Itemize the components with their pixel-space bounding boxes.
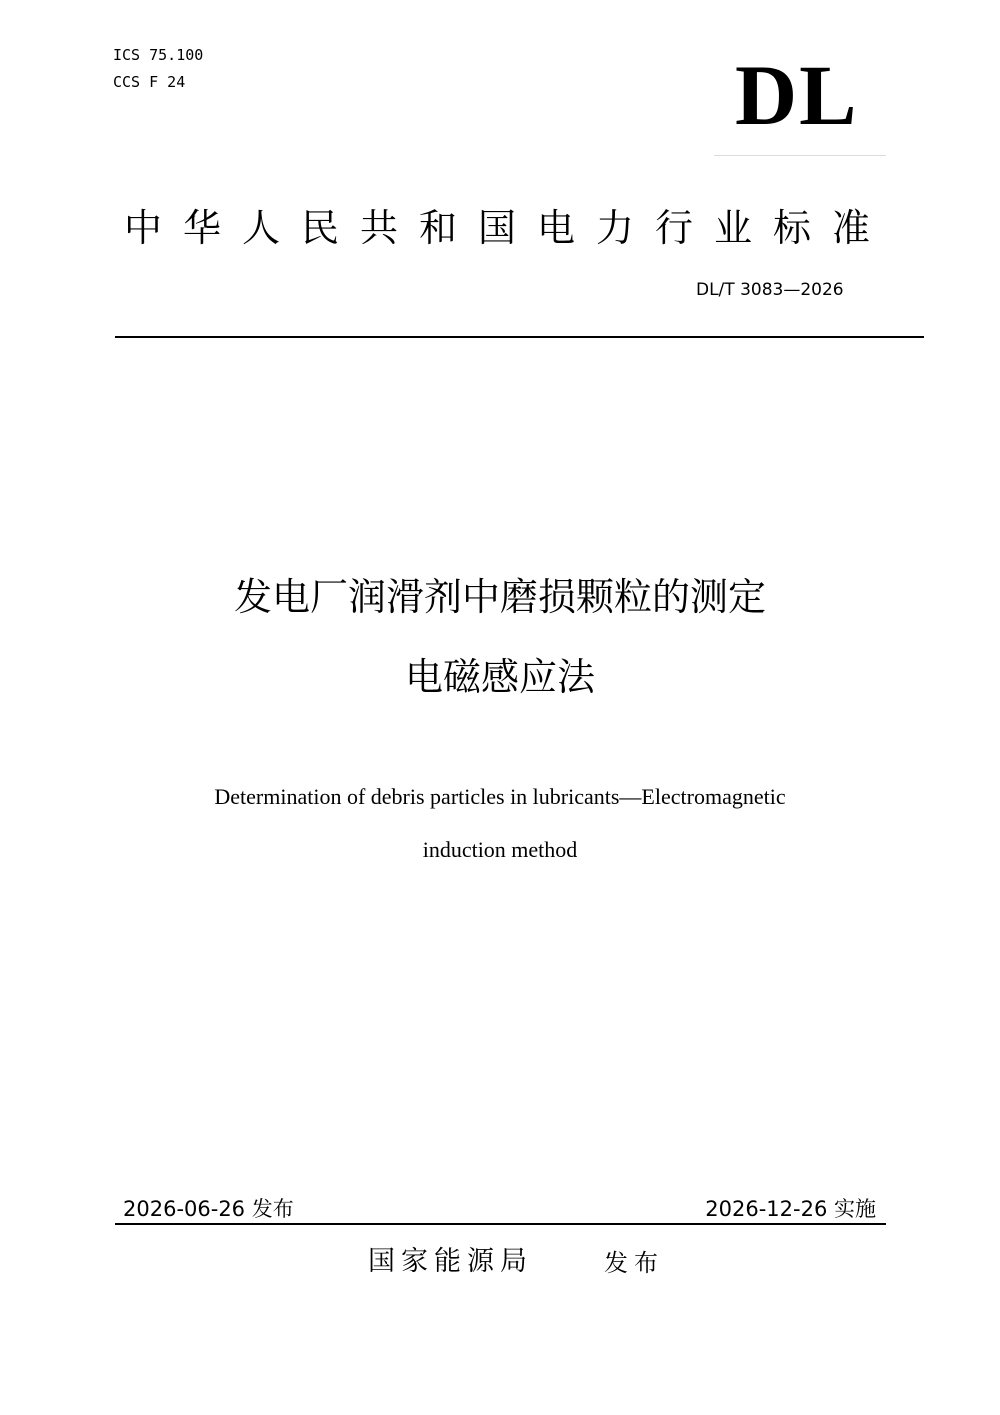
- standard-number: DL/T 3083—2026: [696, 280, 844, 300]
- top-divider: [115, 336, 924, 338]
- issuer-name: 国家能源局: [368, 1246, 533, 1277]
- issuer-action: 发布: [604, 1249, 664, 1277]
- dl-logo: DL: [735, 47, 859, 143]
- english-title-line-2: induction method: [422, 837, 578, 862]
- document-title: 发电厂润滑剂中磨损颗粒的测定: [233, 575, 766, 619]
- bottom-divider: [115, 1223, 886, 1225]
- publish-date: 2026-06-26 发布: [123, 1197, 294, 1221]
- ccs-code: CCS F 24: [113, 73, 186, 91]
- english-title-line-1: Determination of debris particles in lubricants—Electromagnetic: [214, 784, 786, 809]
- implementation-date: 2026-12-26 实施: [705, 1197, 876, 1221]
- document-subtitle: 电磁感应法: [404, 655, 595, 699]
- standard-title: 中华人民共和国电力行业标准: [123, 206, 891, 250]
- logo-divider: [714, 155, 886, 156]
- ics-code: ICS 75.100: [113, 46, 204, 64]
